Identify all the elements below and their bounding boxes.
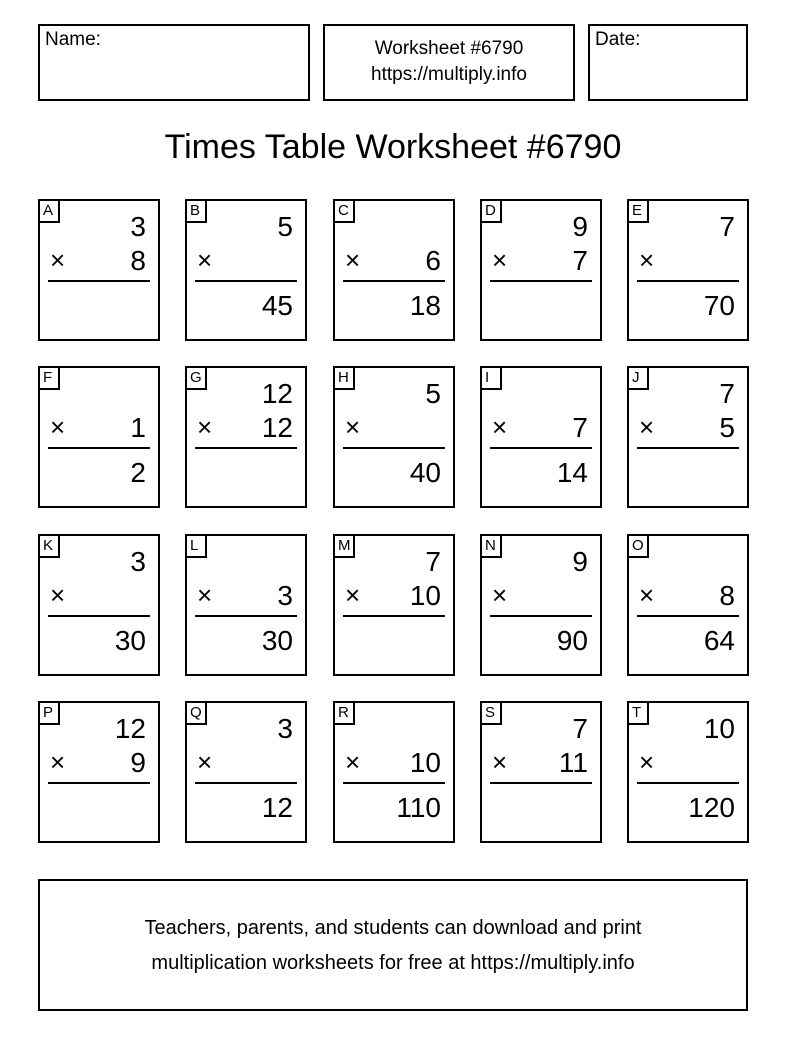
- times-sign: ×: [639, 245, 655, 275]
- problem-letter: Q: [187, 703, 207, 725]
- product[interactable]: 45: [261, 290, 293, 321]
- worksheet-number: Worksheet #6790: [374, 38, 524, 59]
- problem-card: [185, 701, 307, 843]
- multiplicand[interactable]: 7: [425, 546, 441, 577]
- multiplicand[interactable]: 7: [719, 211, 735, 242]
- multiplicand[interactable]: 9: [572, 546, 588, 577]
- multiplicand[interactable]: 5: [277, 211, 293, 242]
- worksheet-url: https://multiply.info: [371, 64, 527, 85]
- answer-line: [48, 615, 150, 617]
- multiplier[interactable]: 12: [261, 412, 293, 443]
- multiplicand[interactable]: 10: [703, 713, 735, 744]
- answer-line: [637, 615, 739, 617]
- problem-letter: T: [629, 703, 649, 725]
- problem-card: [480, 701, 602, 843]
- problem-letter: G: [187, 368, 207, 390]
- multiplicand[interactable]: 7: [572, 713, 588, 744]
- multiplicand[interactable]: 3: [130, 546, 146, 577]
- page-title: Times Table Worksheet #6790: [164, 128, 622, 166]
- times-sign: ×: [197, 245, 213, 275]
- problem-letter: B: [187, 201, 207, 223]
- multiplicand[interactable]: 3: [277, 713, 293, 744]
- problem-letter: D: [482, 201, 502, 223]
- product[interactable]: 30: [261, 625, 293, 656]
- multiplier[interactable]: 1: [130, 412, 146, 443]
- problem-card: [480, 534, 602, 676]
- times-sign: ×: [345, 245, 361, 275]
- footer-line-1: Teachers, parents, and students can download and print: [144, 917, 642, 939]
- answer-line: [343, 615, 445, 617]
- problem-card: [627, 366, 749, 508]
- times-sign: ×: [197, 412, 213, 442]
- problem-card: [333, 534, 455, 676]
- answer-line: [490, 615, 592, 617]
- answer-line: [195, 615, 297, 617]
- multiplicand[interactable]: 3: [130, 211, 146, 242]
- product[interactable]: 18: [409, 290, 441, 321]
- multiplier[interactable]: 6: [425, 245, 441, 276]
- problem-card: [480, 366, 602, 508]
- multiplicand[interactable]: 12: [261, 378, 293, 409]
- problem-letter: R: [335, 703, 355, 725]
- problem-card: [38, 199, 160, 341]
- answer-line: [343, 447, 445, 449]
- problem-card: [185, 199, 307, 341]
- times-sign: ×: [345, 412, 361, 442]
- problem-card: [333, 366, 455, 508]
- answer-line: [48, 280, 150, 282]
- problem-letter: S: [482, 703, 502, 725]
- problem-card: [38, 534, 160, 676]
- times-sign: ×: [639, 747, 655, 777]
- product[interactable]: 30: [114, 625, 146, 656]
- name-field[interactable]: [38, 24, 310, 101]
- multiplicand[interactable]: 9: [572, 211, 588, 242]
- problem-letter: I: [482, 368, 502, 390]
- multiplier[interactable]: 10: [409, 580, 441, 611]
- problem-letter: H: [335, 368, 355, 390]
- answer-line: [637, 782, 739, 784]
- problem-letter: A: [40, 201, 60, 223]
- product[interactable]: 14: [556, 457, 588, 488]
- times-sign: ×: [197, 747, 213, 777]
- product[interactable]: 40: [409, 457, 441, 488]
- problem-letter: C: [335, 201, 355, 223]
- date-field[interactable]: [588, 24, 748, 101]
- answer-line: [48, 447, 150, 449]
- multiplier[interactable]: 8: [130, 245, 146, 276]
- date-label: Date:: [595, 29, 641, 50]
- problem-letter: J: [629, 368, 649, 390]
- answer-line: [343, 280, 445, 282]
- multiplier[interactable]: 3: [277, 580, 293, 611]
- times-sign: ×: [492, 747, 508, 777]
- problem-card: [38, 366, 160, 508]
- multiplier[interactable]: 7: [572, 245, 588, 276]
- answer-line: [195, 782, 297, 784]
- problem-letter: O: [629, 536, 649, 558]
- times-sign: ×: [50, 245, 66, 275]
- problem-card: [627, 199, 749, 341]
- answer-line: [490, 782, 592, 784]
- product[interactable]: 120: [688, 792, 735, 823]
- times-sign: ×: [50, 412, 66, 442]
- multiplier[interactable]: 8: [719, 580, 735, 611]
- problem-card: [333, 701, 455, 843]
- answer-line: [195, 280, 297, 282]
- problem-card: [480, 199, 602, 341]
- times-sign: ×: [492, 580, 508, 610]
- worksheet-info-box: [323, 24, 575, 101]
- multiplicand[interactable]: 12: [114, 713, 146, 744]
- product[interactable]: 2: [130, 457, 146, 488]
- problem-card: [185, 534, 307, 676]
- problem-letter: E: [629, 201, 649, 223]
- footer-line-2: multiplication worksheets for free at https://multiply.info: [151, 952, 635, 974]
- product[interactable]: 90: [556, 625, 588, 656]
- multiplier[interactable]: 11: [558, 747, 588, 778]
- problem-letter: F: [40, 368, 60, 390]
- problem-letter: M: [335, 536, 355, 558]
- problem-card: [627, 534, 749, 676]
- times-sign: ×: [639, 412, 655, 442]
- problem-letter: L: [187, 536, 207, 558]
- multiplicand[interactable]: 7: [719, 378, 735, 409]
- problem-letter: P: [40, 703, 60, 725]
- product[interactable]: 110: [396, 792, 441, 823]
- times-sign: ×: [197, 580, 213, 610]
- name-label: Name:: [45, 29, 101, 50]
- times-sign: ×: [345, 580, 361, 610]
- multiplier[interactable]: 5: [719, 412, 735, 443]
- answer-line: [490, 280, 592, 282]
- times-sign: ×: [492, 245, 508, 275]
- times-sign: ×: [50, 580, 66, 610]
- answer-line: [490, 447, 592, 449]
- product[interactable]: 12: [261, 792, 293, 823]
- answer-line: [637, 447, 739, 449]
- product[interactable]: 64: [703, 625, 735, 656]
- multiplier[interactable]: 10: [409, 747, 441, 778]
- problem-card: [185, 366, 307, 508]
- times-sign: ×: [50, 747, 66, 777]
- problem-letter: K: [40, 536, 60, 558]
- answer-line: [195, 447, 297, 449]
- problem-letter: N: [482, 536, 502, 558]
- multiplicand[interactable]: 5: [425, 378, 441, 409]
- multiplier[interactable]: 9: [130, 747, 146, 778]
- times-sign: ×: [345, 747, 361, 777]
- problem-card: [38, 701, 160, 843]
- problem-card: [627, 701, 749, 843]
- answer-line: [48, 782, 150, 784]
- problem-card: [333, 199, 455, 341]
- times-sign: ×: [492, 412, 508, 442]
- times-sign: ×: [639, 580, 655, 610]
- answer-line: [637, 280, 739, 282]
- multiplier[interactable]: 7: [572, 412, 588, 443]
- product[interactable]: 70: [703, 290, 735, 321]
- footer-note: [38, 879, 748, 1011]
- answer-line: [343, 782, 445, 784]
